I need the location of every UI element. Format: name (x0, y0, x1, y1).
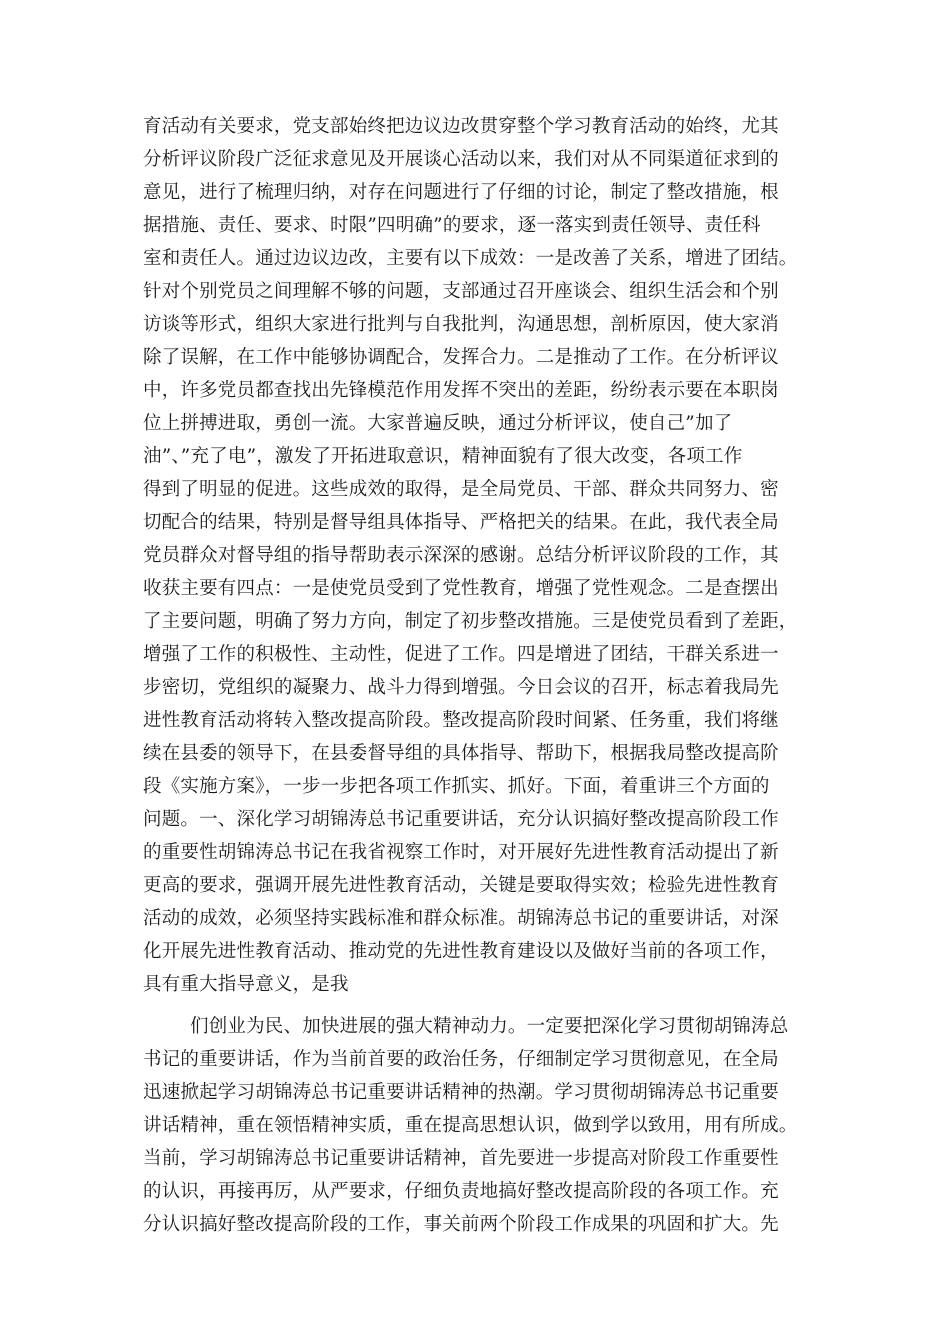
text-line: 收获主要有四点：一是使党员受到了党性教育，增强了党性观念。二是查摆出 (143, 578, 779, 599)
text-line: 进性教育活动将转入整改提高阶段。整改提高阶段时间紧、任务重，我们将继 (143, 710, 779, 731)
text-line: 油”、”充了电”，激发了开拓进取意识，精神面貌有了很大改变，各项工作 (143, 446, 743, 467)
text-line: 得到了明显的促进。这些成效的取得，是全局党员、干部、群众共同努力、密 (143, 479, 779, 500)
text-line: 问题。一、深化学习胡锦涛总书记重要讲话，充分认识搞好整改提高阶段工作 (143, 809, 779, 830)
text-line: 意见，进行了梳理归纳，对存在问题进行了仔细的讨论，制定了整改措施，根 (143, 182, 779, 203)
text-line: 迅速掀起学习胡锦涛总书记重要讲话精神的热潮。学习贯彻胡锦涛总书记重要 (143, 1082, 779, 1103)
text-line: 书记的重要讲话，作为当前首要的政治任务，仔细制定学习贯彻意见，在全局 (143, 1049, 779, 1070)
text-line: 据措施、责任、要求、时限”四明确”的要求，逐一落实到责任领导、责任科 (143, 215, 761, 236)
text-line: 育活动有关要求，党支部始终把边议边改贯穿整个学习教育活动的始终，尤其 (143, 116, 779, 137)
text-line: 分析评议阶段广泛征求意见及开展谈心活动以来，我们对从不同渠道征求到的 (143, 149, 779, 170)
text-line: 续在县委的领导下，在县委督导组的具体指导、帮助下，根据我局整改提高阶 (143, 743, 779, 764)
text-line: 当前，学习胡锦涛总书记重要讲话精神，首先要进一步提高对阶段工作重要性 (143, 1148, 779, 1169)
text-line: 具有重大指导意义，是我 (143, 974, 349, 995)
text-line: 除了误解，在工作中能够协调配合，发挥合力。二是推动了工作。在分析评议 (143, 347, 779, 368)
text-line: 党员群众对督导组的指导帮助表示深深的感谢。总结分析评议阶段的工作，其 (143, 545, 779, 566)
text-line: 针对个别党员之间理解不够的问题，支部通过召开座谈会、组织生活会和个别 (143, 281, 779, 302)
text-line: 了主要问题，明确了努力方向，制定了初步整改措施。三是使党员看到了差距， (143, 611, 798, 632)
text-line: 化开展先进性教育活动、推动党的先进性教育建设以及做好当前的各项工作， (143, 941, 779, 962)
text-line: 位上拼搏进取，勇创一流。大家普遍反映，通过分析评议，使自己”加了 (143, 413, 733, 434)
text-line: 访谈等形式，组织大家进行批判与自我批判，沟通思想，剖析原因，使大家消 (143, 314, 779, 335)
text-line: 更高的要求，强调开展先进性教育活动，关键是要取得实效；检验先进性教育 (143, 875, 779, 896)
text-line: 室和责任人。通过边议边改，主要有以下成效：一是改善了关系，增进了团结。 (143, 248, 798, 269)
paragraph-start-line: 们创业为民、加快进展的强大精神动力。一定要把深化学习贯彻胡锦涛总 (190, 1016, 789, 1037)
text-line: 增强了工作的积极性、主动性，促进了工作。四是增进了团结，干群关系进一 (143, 644, 779, 665)
text-line: 的认识，再接再厉，从严要求，仔细负责地搞好整改提高阶段的各项工作。充 (143, 1181, 779, 1202)
text-line: 切配合的结果，特别是督导组具体指导、严格把关的结果。在此，我代表全局 (143, 512, 779, 533)
text-line: 活动的成效，必须坚持实践标准和群众标准。胡锦涛总书记的重要讲话，对深 (143, 908, 779, 929)
text-line: 分认识搞好整改提高阶段的工作，事关前两个阶段工作成果的巩固和扩大。先 (143, 1214, 779, 1235)
text-line: 讲话精神，重在领悟精神实质，重在提高思想认识，做到学以致用，用有所成。 (143, 1115, 798, 1136)
text-line: 步密切，党组织的凝聚力、战斗力得到增强。今日会议的召开，标志着我局先 (143, 677, 779, 698)
text-line: 中，许多党员都查找出先锋模范作用发挥不突出的差距，纷纷表示要在本职岗 (143, 380, 779, 401)
text-line: 段《实施方案》，一步一步把各项工作抓实、抓好。下面，着重讲三个方面的 (143, 776, 770, 797)
text-line: 的重要性胡锦涛总书记在我省视察工作时，对开展好先进性教育活动提出了新 (143, 842, 779, 863)
